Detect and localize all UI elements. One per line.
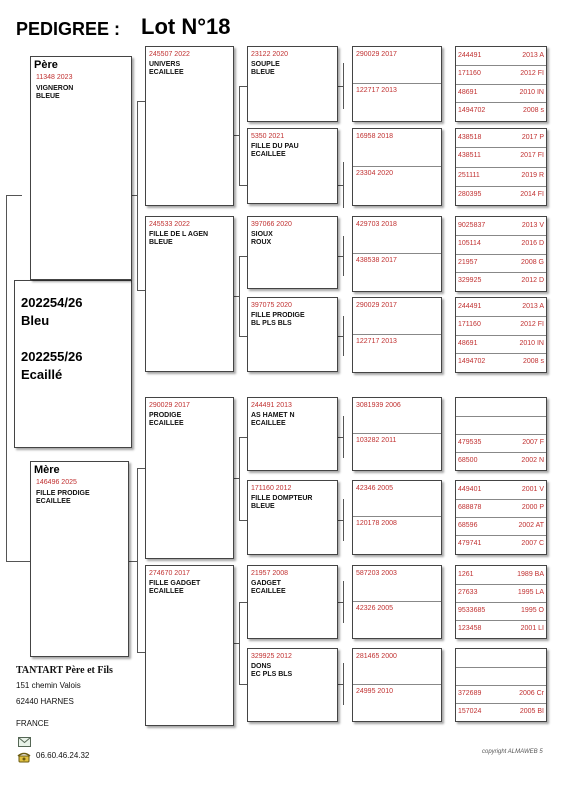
ring-number: 438518 xyxy=(458,134,482,141)
gen5-box xyxy=(455,46,547,122)
bird-name: SIOUX xyxy=(251,231,273,238)
pedigree-label: PEDIGREE : xyxy=(16,19,121,39)
mere-role: Mère xyxy=(34,464,60,476)
ring-number: 105114 xyxy=(458,240,481,247)
ring-number: 16958 2018 xyxy=(356,133,393,140)
breeder-phone: 06.60.46.24.32 xyxy=(36,751,90,760)
bird-color: BLEUE xyxy=(149,239,173,246)
great-grandparent-box xyxy=(247,46,338,122)
ring-year: 2017 FI xyxy=(520,152,544,159)
ring-year: 2014 FI xyxy=(520,191,544,198)
ring-year: 2007 C xyxy=(521,540,544,547)
phone-icon xyxy=(17,750,31,768)
ring-year: 1995 O xyxy=(521,607,544,614)
ring-number: 24995 2010 xyxy=(356,688,393,695)
bird-name: FILLE DU PAU xyxy=(251,143,299,150)
ring-number: 688878 xyxy=(458,504,482,511)
gen5-box xyxy=(455,480,547,555)
bird-name: SOUPLE xyxy=(251,61,280,68)
grandparent-box xyxy=(145,397,234,559)
bird-color: ECAILLEE xyxy=(251,420,286,427)
gen4-box xyxy=(352,397,442,471)
ring-year: 2012 D xyxy=(521,277,544,284)
ring-year: 2000 P xyxy=(521,504,544,511)
pere-ring: 11348 2023 xyxy=(36,74,73,81)
bird-color: ECAILLEE xyxy=(149,69,184,76)
bird-color: ROUX xyxy=(251,239,272,246)
ring-number: 438511 xyxy=(458,152,481,159)
gen4-box xyxy=(352,128,442,206)
ring-number: 157024 xyxy=(458,708,482,715)
gen5-box xyxy=(455,397,547,471)
ring-year: 2006 Cr xyxy=(519,690,544,697)
bird-name: FILLE PRODIGE xyxy=(251,312,305,319)
breeder-city: 62440 HARNES xyxy=(16,697,74,706)
ring-number: 1494702 xyxy=(458,107,486,114)
ring-number: 245507 2022 xyxy=(149,51,190,58)
ring-number: 274670 2017 xyxy=(149,570,190,577)
bird-color: BLEUE xyxy=(251,69,275,76)
great-grandparent-box xyxy=(247,565,338,639)
bird-color: ECAILLEE xyxy=(251,588,286,595)
ring-number: 251111 xyxy=(458,172,480,179)
bird-color: ECAILLEE xyxy=(149,420,184,427)
great-grandparent-box xyxy=(247,480,338,555)
ring-number: 281465 2000 xyxy=(356,653,397,660)
ring-number: 397075 2020 xyxy=(251,302,292,309)
breeder-street: 151 chemin Valois xyxy=(16,681,81,690)
bird-name: DONS xyxy=(251,663,272,670)
ring-year: 2008 s xyxy=(522,358,544,365)
grandparent-box xyxy=(145,46,234,206)
ring-number: 587203 2003 xyxy=(356,570,397,577)
ring-number: 449401 xyxy=(458,486,482,493)
ring-number: 23122 2020 xyxy=(251,51,288,58)
ring-year: 2013 V xyxy=(521,222,544,229)
ring-number: 244491 xyxy=(458,52,482,59)
bird-color: EC PLS BLS xyxy=(251,671,293,678)
ring-number: 103282 2011 xyxy=(356,437,397,444)
bird-name: FILLE DE L AGEN xyxy=(149,231,209,238)
ring-number: 397066 2020 xyxy=(251,221,292,228)
ring-year: 2017 P xyxy=(521,134,544,141)
ring-number: 171160 2012 xyxy=(251,485,292,492)
ring-year: 2001 LI xyxy=(520,625,544,632)
pere-color: BLEUE xyxy=(36,93,60,100)
ring-number: 438538 2017 xyxy=(356,257,397,264)
ring-number: 290029 2017 xyxy=(356,302,397,309)
ring-number: 120178 2008 xyxy=(356,520,397,527)
gen4-box xyxy=(352,648,442,722)
subject-color-2: Ecaillé xyxy=(21,367,63,382)
great-grandparent-box xyxy=(247,128,338,204)
ring-number: 9025837 xyxy=(458,222,486,229)
ring-number: 479741 xyxy=(458,540,482,547)
bird-name: FILLE GADGET xyxy=(149,580,201,587)
breeder-country: FRANCE xyxy=(16,719,49,728)
ring-year: 2002 AT xyxy=(518,522,544,529)
ring-number: 9533685 xyxy=(458,607,486,614)
ring-year: 2007 F xyxy=(522,439,544,446)
bird-name: AS HAMET N xyxy=(251,412,295,419)
ring-number: 479535 xyxy=(458,439,482,446)
gen5-box xyxy=(455,648,547,722)
ring-number: 3081939 2006 xyxy=(356,402,401,409)
ring-number: 244491 xyxy=(458,303,482,310)
mere-color: ECAILLEE xyxy=(36,498,71,505)
ring-number: 429703 2018 xyxy=(356,221,397,228)
ring-year: 2001 V xyxy=(521,486,544,493)
ring-number: 21957 xyxy=(458,259,478,266)
gen4-box xyxy=(352,565,442,639)
mere-ring: 146496 2025 xyxy=(36,479,77,486)
pere-name: VIGNERON xyxy=(36,85,74,92)
great-grandparent-box xyxy=(247,397,338,471)
ring-year: 1995 LA xyxy=(517,589,544,596)
ring-number: 21957 2008 xyxy=(251,570,288,577)
ring-number: 123458 xyxy=(458,625,482,632)
great-grandparent-box xyxy=(247,297,338,372)
gen4-box xyxy=(352,480,442,555)
ring-year: 2019 R xyxy=(521,172,544,179)
ring-number: 5350 2021 xyxy=(251,133,285,140)
pere-box xyxy=(30,56,132,280)
gen5-box xyxy=(455,297,547,373)
bird-color: BL PLS BLS xyxy=(251,320,292,327)
ring-number: 122717 2013 xyxy=(356,87,397,94)
ring-number: 244491 2013 xyxy=(251,402,292,409)
bird-name: FILLE DOMPTEUR xyxy=(251,495,313,502)
lot-number: Lot N°18 xyxy=(141,14,231,39)
mere-name: FILLE PRODIGE xyxy=(36,490,90,497)
ring-number: 23304 2020 xyxy=(356,170,393,177)
great-grandparent-box xyxy=(247,216,338,289)
ring-year: 2005 BI xyxy=(519,708,544,715)
gen5-box xyxy=(455,128,547,206)
copyright: copyright ALMAWEB 5 xyxy=(482,749,543,755)
ring-year: 2016 D xyxy=(521,240,544,247)
subject-color-1: Bleu xyxy=(21,313,50,328)
mere-box xyxy=(30,461,129,657)
ring-number: 27633 xyxy=(458,589,478,596)
grandparent-box xyxy=(145,216,234,372)
ring-number: 245533 2022 xyxy=(149,221,190,228)
subject-ring-1: 202254/26 xyxy=(21,295,83,310)
ring-number: 171160 xyxy=(458,70,481,77)
ring-number: 290029 2017 xyxy=(149,402,190,409)
ring-number: 42326 2005 xyxy=(356,605,393,612)
bird-name: GADGET xyxy=(251,580,281,587)
ring-number: 48691 xyxy=(458,89,478,96)
ring-year: 2013 A xyxy=(522,52,544,59)
ring-year: 2012 FI xyxy=(520,70,544,77)
bird-name: PRODIGE xyxy=(149,412,182,419)
gen5-box xyxy=(455,565,547,639)
great-grandparent-box xyxy=(247,648,338,722)
ring-number: 171160 xyxy=(458,321,481,328)
gen4-box xyxy=(352,46,442,122)
ring-year: 2010 IN xyxy=(519,340,544,347)
ring-number: 329925 xyxy=(458,277,482,284)
gen5-box xyxy=(455,216,547,292)
ring-number: 68596 xyxy=(458,522,478,529)
ring-number: 280395 xyxy=(458,191,482,198)
ring-number: 1494702 xyxy=(458,358,486,365)
ring-number: 290029 2017 xyxy=(356,51,397,58)
ring-year: 2008 G xyxy=(521,259,544,266)
ring-year: 2010 IN xyxy=(519,89,544,96)
ring-number: 48691 xyxy=(458,340,478,347)
grandparent-box xyxy=(145,565,234,726)
ring-number: 122717 2013 xyxy=(356,338,397,345)
ring-number: 329925 2012 xyxy=(251,653,292,660)
ring-number: 68500 xyxy=(458,457,478,464)
ring-number: 1261 xyxy=(458,571,474,578)
subject-box xyxy=(14,280,132,448)
ring-year: 2012 FI xyxy=(520,321,544,328)
bird-name: UNIVERS xyxy=(149,61,181,68)
ring-number: 42346 2005 xyxy=(356,485,393,492)
ring-year: 1989 BA xyxy=(517,571,544,578)
ring-year: 2013 A xyxy=(522,303,544,310)
ring-number: 372689 xyxy=(458,690,482,697)
bird-color: ECAILLEE xyxy=(251,151,286,158)
gen4-box xyxy=(352,297,442,373)
bird-color: ECAILLEE xyxy=(149,588,184,595)
subject-ring-2: 202255/26 xyxy=(21,349,83,364)
breeder-name: TANTART Père et Fils xyxy=(16,665,113,676)
pere-role: Père xyxy=(34,59,58,71)
bird-color: BLEUE xyxy=(251,503,275,510)
ring-year: 2002 N xyxy=(521,457,544,464)
gen4-box xyxy=(352,216,442,292)
ring-year: 2008 s xyxy=(522,107,544,114)
